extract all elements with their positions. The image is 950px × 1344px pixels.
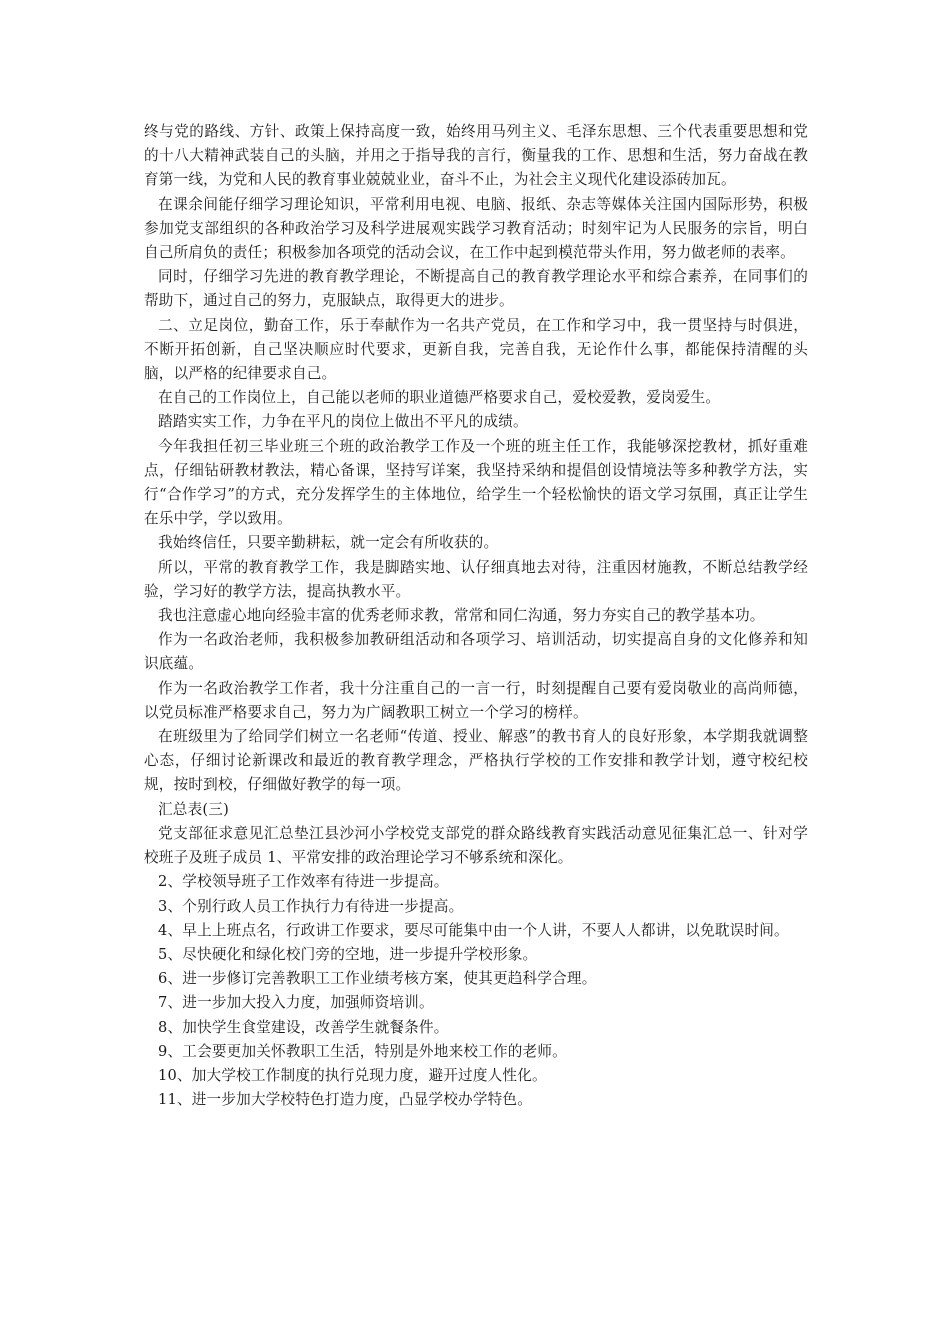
- paragraph: 二、立足岗位，勤奋工作，乐于奉献作为一名共产党员，在工作和学习中，我一贯坚持与时俱进，不断开拓创新，自己坚决顺应时代要求，更新自我，完善自我，无论作什么事，都能保持清醒的头脑，以严格的纪律要求自己。: [144, 316, 808, 383]
- list-item: 6、进一步修订完善教职工工作业绩考核方案，使其更趋科学合理。: [158, 970, 597, 988]
- paragraph: 同时，仔细学习先进的教育教学理论，不断提高自己的教育教学理论水平和综合素养，在同事们的帮助下，通过自己的努力，克服缺点，取得更大的进步。: [144, 268, 808, 310]
- paragraph: 在课余间能仔细学习理论知识，平常利用电视、电脑、报纸、杂志等媒体关注国内国际形势，积极参加党支部组织的各种政治学习及科学进展观实践学习教育活动；时刻牢记为人民服务的宗旨，明白自己所肩负的责任；积极参加各项党的活动会议，在工作中起到模范带头作用，努力做老师的表率。: [144, 195, 808, 262]
- list-item: 11、进一步加大学校特色打造力度，凸显学校办学特色。: [158, 1091, 533, 1109]
- list-item: 2、学校领导班子工作效率有待进一步提高。: [158, 873, 449, 891]
- list-item: 5、尽快硬化和绿化校门旁的空地，进一步提升学校形象。: [158, 945, 538, 963]
- list-item: 7、进一步加大投入力度，加强师资培训。: [158, 994, 434, 1012]
- list-item: 9、工会要更加关怀教职工生活，特别是外地来校工作的老师。: [158, 1042, 567, 1060]
- paragraph: 党支部征求意见汇总垫江县沙河小学校党支部党的群众路线教育实践活动意见征集汇总一、针对学校班子及班子成员 1、平常安排的政治理论学习不够系统和深化。: [144, 824, 808, 867]
- paragraph: 踏踏实实工作，力争在平凡的岗位上做出不平凡的成绩。: [158, 413, 528, 431]
- paragraph: 作为一名政治教学工作者，我十分注重自己的一言一行，时刻提醒自己要有爱岗敬业的高尚师德，以党员标准严格要求自己，努力为广阔教职工树立一个学习的榜样。: [144, 679, 808, 721]
- paragraph: 今年我担任初三毕业班三个班的政治教学工作及一个班的班主任工作，我能够深挖教材，抓好重难点，仔细钻研教材教法，精心备课，坚持写详案，我坚持采纳和提倡创设情境法等多种教学方法，实行“合作学习”的方式，充分发挥学生的主体地位，给学生一个轻松愉快的语文学习氛围，真正让学生在乐中学，学以致用。: [144, 437, 808, 528]
- paragraph: 在自己的工作岗位上，自己能以老师的职业道德严格要求自己，爱校爱教，爱岗爱生。: [158, 389, 721, 407]
- paragraph: 所以，平常的教育教学工作，我是脚踏实地、认仔细真地去对待，注重因材施教，不断总结教学经验，学习好的教学方法，提高执教水平。: [144, 558, 808, 600]
- document-body: [144, 120, 808, 1112]
- list-item: 3、个别行政人员工作执行力有待进一步提高。: [158, 897, 464, 915]
- paragraph: 终与党的路线、方针、政策上保持高度一致，始终用马列主义、毛泽东思想、三个代表重要思想和党的十八大精神武装自己的头脑，并用之于指导我的言行，衡量我的工作、思想和生活，努力奋战在教育第一线，为党和人民的教育事业兢兢业业，奋斗不止，为社会主义现代化建设添砖加瓦。: [144, 123, 808, 189]
- list-item: 4、早上上班点名，行政讲工作要求，要尽可能集中由一个人讲，不要人人都讲，以免耽误时间。: [158, 921, 789, 939]
- paragraph: 我也注意虚心地向经验丰富的优秀老师求教，常常和同仁沟通，努力夯实自己的教学基本功。: [158, 607, 765, 625]
- paragraph: 在班级里为了给同学们树立一名老师“传道、授业、解惑”的教书育人的良好形象，本学期我就调整心态，仔细讨论新课改和最近的教育教学理念，严格执行学校的工作安排和教学计划，遵守校纪校规，按时到校，仔细做好教学的每一项。: [144, 728, 808, 794]
- section-heading: 汇总表(三): [158, 800, 229, 818]
- list-item: 8、加快学生食堂建设，改善学生就餐条件。: [158, 1018, 449, 1036]
- paragraph: 作为一名政治老师，我积极参加教研组活动和各项学习、培训活动，切实提高自身的文化修养和知识底蕴。: [144, 631, 808, 673]
- list-item: 10、加大学校工作制度的执行兑现力度，避开过度人性化。: [158, 1066, 547, 1084]
- paragraph: 我始终信任，只要辛勤耕耘，就一定会有所收获的。: [158, 534, 499, 552]
